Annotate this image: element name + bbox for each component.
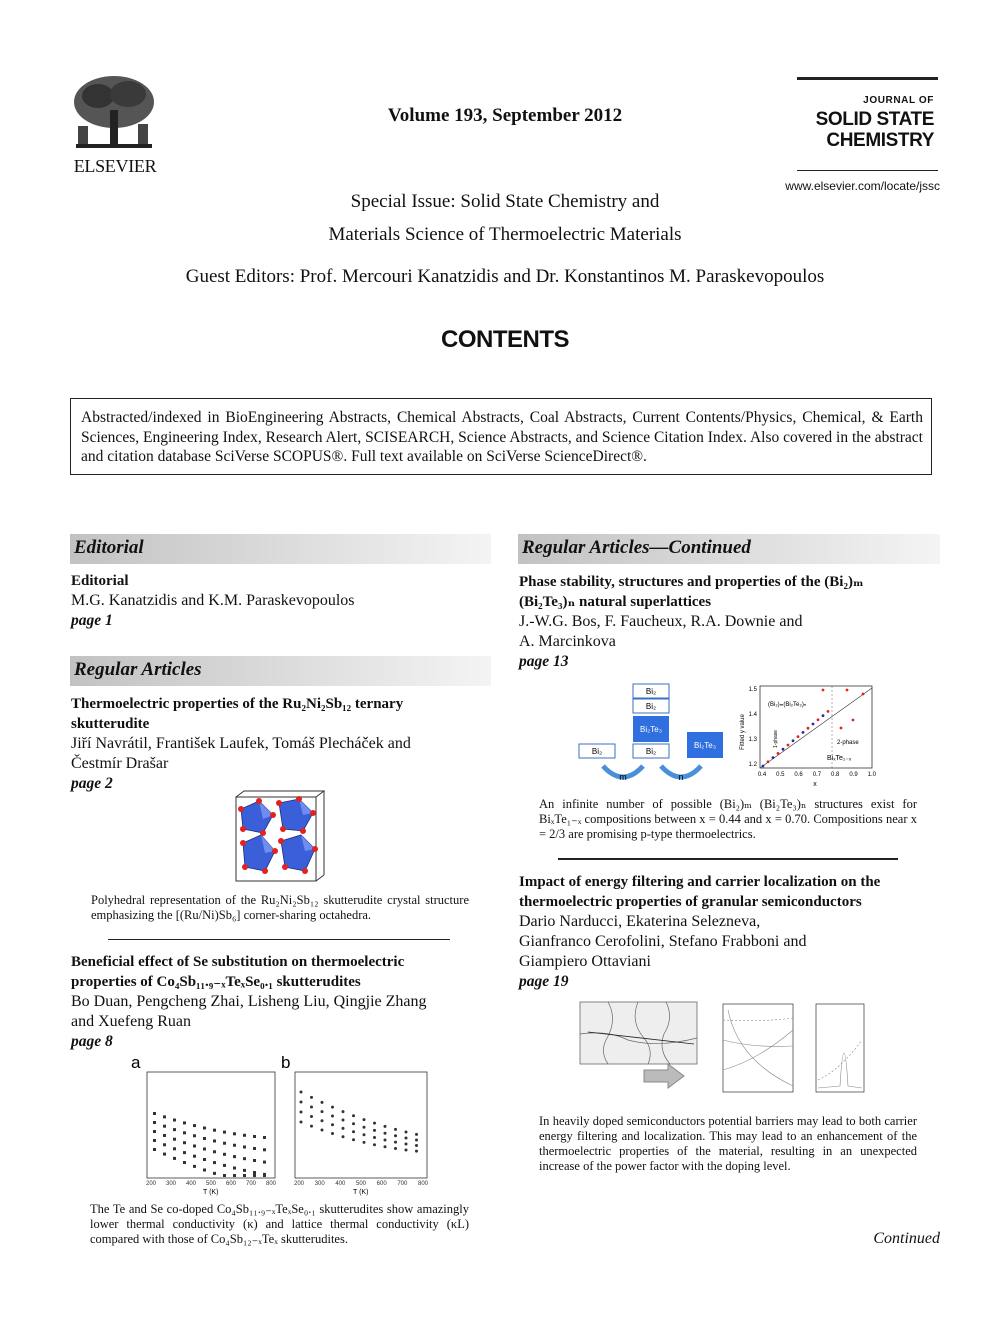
plot-marker [193, 1124, 196, 1127]
thermal-conductivity-graphic [125, 1052, 435, 1197]
plot-marker [183, 1141, 186, 1144]
tick-label: 200 [145, 1181, 157, 1187]
continued-note: Continued [873, 1230, 940, 1247]
article-title-line2: properties of Co₄Sb₁₁.₉₋ₓTeₓSe₀.₁ skutterudites [71, 974, 361, 990]
plot-marker [213, 1139, 216, 1142]
plot-marker [253, 1159, 256, 1162]
plot-marker [213, 1172, 216, 1175]
article-authors [519, 912, 939, 972]
fit-point [767, 760, 770, 763]
tick-label: 0.5 [776, 772, 785, 778]
plot-marker [352, 1114, 355, 1117]
block-label: Bi₂ [645, 747, 657, 756]
plot-marker [223, 1153, 226, 1156]
plot-a-frame [147, 1072, 275, 1178]
plot-marker [183, 1161, 186, 1164]
plot-marker [405, 1149, 408, 1152]
tick-label: 0.8 [831, 772, 840, 778]
plot-marker [213, 1129, 216, 1132]
fit-point [772, 756, 775, 759]
plot-marker [363, 1133, 366, 1136]
page-reference[interactable]: page 2 [71, 775, 113, 792]
tick-label: 700 [397, 1181, 408, 1187]
tick-label: 0.6 [794, 772, 803, 778]
plot-frame-left [723, 1004, 793, 1092]
plot-marker [173, 1128, 176, 1131]
plot-marker [331, 1114, 334, 1117]
section-heading-regular-articles: Regular Articles [70, 656, 491, 686]
plot-marker [153, 1139, 156, 1142]
journal-url[interactable]: www.elsevier.com/locate/jssc [785, 179, 940, 193]
plot-a-xlabel: T (K) [203, 1189, 219, 1196]
article-authors [519, 612, 939, 652]
guest-editors: Guest Editors: Prof. Mercouri Kanatzidis and Dr. Konstantinos M. Paraskevopoulos [185, 266, 825, 287]
plot-marker [331, 1106, 334, 1109]
plot-marker [203, 1158, 206, 1161]
plot-marker [373, 1136, 376, 1139]
tick-label: 0.9 [849, 772, 858, 778]
plot-marker [153, 1112, 156, 1115]
plot-marker [173, 1147, 176, 1150]
journal-rule-top [797, 77, 938, 80]
plot-marker [310, 1096, 313, 1099]
plot-b-frame [295, 1072, 427, 1178]
plot-marker [331, 1123, 334, 1126]
tick-label: 300 [165, 1181, 177, 1187]
plot-marker [243, 1145, 246, 1148]
volume-info: Volume 193, September 2012 [387, 105, 623, 126]
fit-point [812, 723, 815, 726]
tick-label: 1.3 [748, 737, 757, 743]
plot-marker [203, 1137, 206, 1140]
tick-label: 1.0 [867, 772, 876, 778]
arrow-label-m: m [619, 772, 627, 782]
plot-marker [300, 1101, 303, 1104]
tick-label: 200 [293, 1181, 305, 1187]
fit-point [787, 744, 790, 747]
fit-point [802, 731, 805, 734]
plot-marker [243, 1157, 246, 1160]
tick-label: 600 [225, 1181, 237, 1187]
plot-marker [363, 1118, 366, 1121]
article-energy-filtering[interactable] [519, 872, 939, 992]
granular-semiconductor-graphic [578, 1000, 888, 1098]
tick-label: 700 [245, 1181, 257, 1187]
plot-marker [321, 1119, 324, 1122]
fit-point [782, 748, 785, 751]
article-authors: M.G. Kanatzidis and K.M. Paraskevopoulos [71, 592, 355, 609]
plot-marker [153, 1121, 156, 1124]
arrow-label-n: n [678, 772, 684, 782]
tick-label: 1.2 [748, 762, 757, 768]
plot-marker [203, 1148, 206, 1151]
tick-label: 0.7 [812, 772, 822, 778]
crystal-structure-graphic [233, 789, 325, 885]
tick-label: 300 [314, 1181, 325, 1187]
indexing-note: Abstracted/indexed in BioEngineering Abstracts, Chemical Abstracts, Coal Abstracts, Current Contents/Physics, Chemical, & Earth Sciences, Engineering Index, Research Alert, SCISEARCH, Science Abstracts, and Science Citation Index. Also covered in the abstract and citation database SciVerse SCOPUS®. Full text available on SciVerse ScienceDirect®. [70, 398, 932, 475]
block-label: Bi₂Te₃ [694, 741, 716, 750]
authors-line2: and Xuefeng Ruan [71, 1013, 191, 1030]
article-title[interactable] [71, 952, 491, 992]
fit-point [792, 739, 795, 742]
plot-marker [203, 1127, 206, 1130]
authors-line1: Dario Narducci, Ekaterina Selezneva, [519, 913, 761, 930]
fit-point [840, 727, 843, 730]
tick-label: 1.5 [748, 687, 757, 693]
authors-line1: Jiří Navrátil, František Laufek, Tomáš Plecháček and [71, 735, 411, 752]
page-reference[interactable]: page 13 [519, 653, 569, 670]
page-reference[interactable]: page 19 [519, 973, 569, 990]
tick-label: 500 [205, 1181, 217, 1187]
right-arrow-icon [644, 1064, 684, 1088]
plot-marker [300, 1111, 303, 1114]
block-label: Bi₂Te₃ [640, 725, 662, 734]
fit-point [862, 693, 865, 696]
plot-marker [310, 1115, 313, 1118]
journal-title-line1: SOLID STATE [815, 109, 934, 130]
article-ru2ni2sb12[interactable] [71, 694, 491, 794]
plot-marker [163, 1153, 166, 1156]
tick-label: 400 [185, 1181, 197, 1187]
fit-point [827, 710, 830, 713]
plot-marker [394, 1128, 397, 1131]
figure-caption: An infinite number of possible (Bi₂)ₘ (Bi₂Te₃)ₙ structures exist for BiₓTe₁₋ₓ compositions between x = 0.44 and x = 0.70. Compositions near x = 2/3 are promising p-type thermoelectrics. [539, 797, 917, 841]
article-title-line2: skutterudite [71, 716, 150, 732]
tick-label: 500 [355, 1181, 367, 1187]
plot-marker [163, 1143, 166, 1146]
phase-label-2: 2-phase [837, 740, 859, 746]
chart-formula: BiₓTe₁₋ₓ [827, 755, 852, 762]
plot-marker [213, 1150, 216, 1153]
plot-marker [223, 1131, 226, 1134]
plot-marker [394, 1134, 397, 1137]
plot-marker [233, 1132, 236, 1135]
fit-point [817, 718, 820, 721]
article-title[interactable] [519, 872, 939, 912]
plot-marker [342, 1127, 345, 1130]
tick-label: 400 [335, 1181, 346, 1187]
tick-label: 800 [265, 1181, 277, 1187]
plot-marker [415, 1133, 418, 1136]
journal-rule-bottom [797, 170, 938, 171]
plot-marker [373, 1129, 376, 1132]
section-heading-editorial: Editorial [70, 534, 491, 564]
plot-marker [394, 1147, 397, 1150]
panel-label-b: b [281, 1053, 291, 1072]
article-separator [558, 858, 898, 860]
plot-marker [363, 1141, 366, 1144]
article-title-line1: Thermoelectric properties of the Ru₂Ni₂Sb₁₂ ternary [71, 696, 404, 712]
authors-line2: Čestmír Drašar [71, 755, 169, 772]
plot-marker [183, 1151, 186, 1154]
plot-marker [173, 1138, 176, 1141]
plot-marker [415, 1138, 418, 1141]
plot-marker [405, 1137, 408, 1140]
plot-marker [300, 1121, 303, 1124]
plot-marker [213, 1161, 216, 1164]
plot-marker [223, 1174, 226, 1177]
plot-marker [352, 1138, 355, 1141]
authors-line2: A. Marcinkova [519, 633, 616, 650]
plot-marker [384, 1145, 387, 1148]
plot-marker [310, 1125, 313, 1128]
plot-marker [183, 1131, 186, 1134]
block-label: Bi₂ [645, 687, 657, 696]
elsevier-tree-logo [68, 74, 160, 154]
plot-marker [233, 1174, 236, 1177]
block-label: Bi₂ [591, 747, 603, 756]
plot-marker [342, 1135, 345, 1138]
fit-point [797, 735, 800, 738]
plot-marker [173, 1157, 176, 1160]
page-reference[interactable]: page 1 [71, 612, 113, 629]
fit-point [777, 752, 780, 755]
plot-marker [415, 1150, 418, 1153]
plot-marker [193, 1144, 196, 1147]
plot-marker [153, 1148, 156, 1151]
figure-caption: The Te and Se co-doped Co₄Sb₁₁.₉₋ₓTeₓSe₀.₁ skutterudites show amazingly lower thermal conductivity (κ) and lattice thermal conductivity (κL) compared with those of Co₄Sb₁₂₋ₓTeₓ skutterudites. [90, 1202, 469, 1246]
plot-marker [233, 1155, 236, 1158]
tick-label: 600 [376, 1181, 387, 1187]
plot-marker [363, 1126, 366, 1129]
plot-b-xlabel: T (K) [353, 1189, 369, 1196]
plot-marker [263, 1148, 266, 1151]
special-issue-title [230, 185, 780, 251]
plot-marker [193, 1155, 196, 1158]
fit-point [807, 727, 810, 730]
special-issue-line1: Special Issue: Solid State Chemistry and [350, 191, 660, 212]
chart-xlabel: x [813, 781, 817, 788]
plot-marker [233, 1167, 236, 1170]
plot-marker [331, 1132, 334, 1135]
plot-marker [163, 1134, 166, 1137]
figure-caption: In heavily doped semiconductors potential barriers may lead to both carrier energy filtering and localization. This may lead to an enhancement of the thermoelectric properties of the material, resulting in an unexpected increase of the power factor with the doping level. [539, 1114, 917, 1173]
authors-line2: Gianfranco Cerofolini, Stefano Frabboni and [519, 933, 807, 950]
plot-marker [233, 1144, 236, 1147]
chart-label: (Bi₂)ₘ(Bi₂Te₃)ₙ [768, 702, 807, 708]
plot-marker [373, 1143, 376, 1146]
tick-label: 800 [417, 1181, 429, 1187]
plot-marker [405, 1131, 408, 1134]
plot-marker [193, 1134, 196, 1137]
plot-marker [321, 1101, 324, 1104]
plot-marker [310, 1105, 313, 1108]
journal-of-label: JOURNAL OF [863, 95, 934, 106]
plot-marker [394, 1141, 397, 1144]
plot-marker [243, 1134, 246, 1137]
article-authors [71, 992, 491, 1032]
article-title[interactable] [71, 694, 491, 734]
article-separator [108, 939, 450, 940]
plot-marker [173, 1119, 176, 1122]
article-title[interactable]: Editorial [71, 573, 129, 589]
superlattice-graphic [565, 680, 885, 790]
plot-marker [183, 1121, 186, 1124]
plot-marker [263, 1161, 266, 1164]
plot-marker [223, 1142, 226, 1145]
plot-marker [300, 1091, 303, 1094]
special-issue-line2: Materials Science of Thermoelectric Materials [328, 224, 682, 245]
plot-marker [352, 1122, 355, 1125]
plot-marker [342, 1119, 345, 1122]
phase-label-1: 1-phase [773, 729, 779, 748]
fit-point [852, 719, 855, 722]
fit-point [822, 689, 825, 692]
plot-marker [263, 1136, 266, 1139]
article-authors [71, 734, 491, 774]
figure-caption: Polyhedral representation of the Ru₂Ni₂Sb₁₂ skutterudite crystal structure emphasizing the [(Ru/Ni)Sb₆] corner-sharing octahedra. [91, 893, 469, 922]
plot-marker [321, 1110, 324, 1113]
plot-marker [153, 1130, 156, 1133]
article-title[interactable] [519, 572, 939, 612]
plot-frame-right [816, 1004, 864, 1092]
plot-marker [223, 1164, 226, 1167]
tick-label: 1.4 [748, 712, 757, 718]
fit-line [760, 688, 872, 768]
article-title-line2: thermoelectric properties of granular semiconductors [519, 894, 862, 910]
page-reference[interactable]: page 8 [71, 1033, 113, 1050]
article-bi2-superlattices[interactable] [519, 572, 939, 672]
journal-title-line2: CHEMISTRY [826, 130, 934, 151]
plot-marker [253, 1135, 256, 1138]
plot-marker [243, 1174, 246, 1177]
fit-point [822, 714, 825, 717]
plot-marker [373, 1122, 376, 1125]
plot-marker [342, 1110, 345, 1113]
plot-marker [253, 1171, 256, 1174]
authors-line3: Giampiero Ottaviani [519, 953, 651, 970]
plot-marker [203, 1169, 206, 1172]
plot-marker [253, 1174, 256, 1177]
authors-line1: Bo Duan, Pengcheng Zhai, Lisheng Liu, Qingjie Zhang [71, 993, 427, 1010]
article-title-line1: Beneficial effect of Se substitution on thermoelectric [71, 954, 405, 970]
section-heading-regular-continued: Regular Articles—Continued [518, 534, 940, 564]
plot-marker [384, 1132, 387, 1135]
article-title-line1: Phase stability, structures and properties of the (Bi₂)ₘ [519, 574, 864, 590]
panel-label-a: a [131, 1053, 141, 1072]
tick-label: 0.4 [757, 772, 767, 778]
plot-marker [384, 1139, 387, 1142]
fit-point [846, 689, 849, 692]
plot-marker [321, 1129, 324, 1132]
plot-marker [384, 1125, 387, 1128]
plot-marker [405, 1143, 408, 1146]
plot-marker [415, 1144, 418, 1147]
plot-marker [352, 1130, 355, 1133]
editorial-entry[interactable] [71, 571, 491, 631]
plot-marker [253, 1147, 256, 1150]
journal-title [797, 109, 934, 151]
plot-marker [163, 1125, 166, 1128]
authors-line1: J.-W.G. Bos, F. Faucheux, R.A. Downie and [519, 613, 803, 630]
contents-heading: CONTENTS [441, 326, 569, 353]
plot-marker [263, 1174, 266, 1177]
article-title-line2: (Bi₂Te₃)ₙ natural superlattices [519, 594, 712, 610]
fit-point [762, 765, 765, 768]
plot-marker [193, 1165, 196, 1168]
plot-marker [243, 1169, 246, 1172]
article-co4sb-skutterudites[interactable] [71, 952, 491, 1052]
block-label: Bi₂ [645, 702, 657, 711]
article-title-line1: Impact of energy filtering and carrier localization on the [519, 874, 881, 890]
publisher-name: ELSEVIER [73, 156, 157, 176]
plot-marker [163, 1115, 166, 1118]
chart-ylabel: Fitted y value [740, 714, 746, 750]
